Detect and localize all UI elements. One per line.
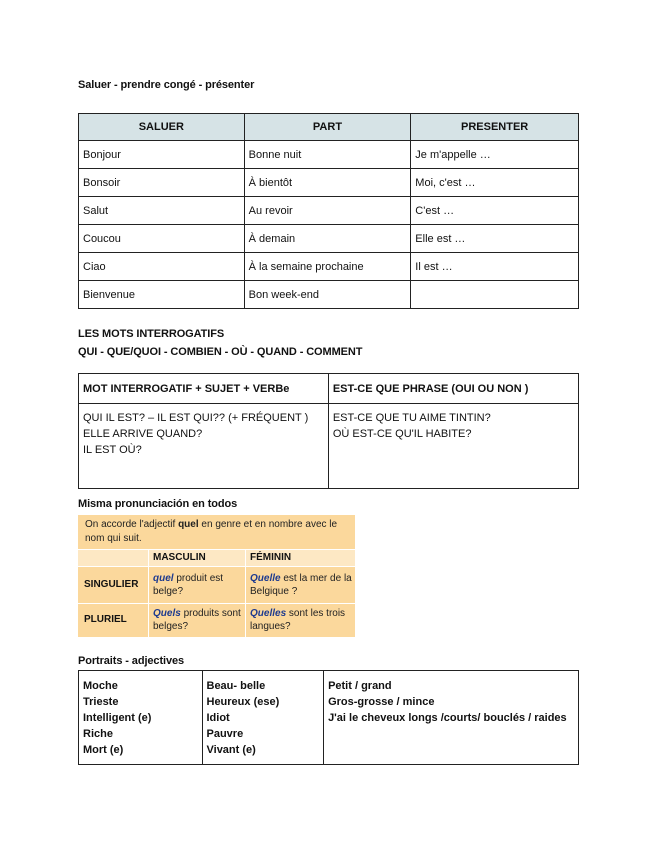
rule-keyword: quel [178,519,199,530]
header-presenter: PRESENTER [411,114,579,141]
grid-line [78,549,355,550]
rule-text-part: en genre et en nombre avec le nom qui suit. [85,519,338,544]
agreement-rule-text [85,518,353,546]
table-header-row [79,374,579,404]
header-mot-interrogatif: MOT INTERROGATIF + SUJET + VERBe [79,374,329,404]
cell-singulier-feminin [250,572,354,598]
table-cell: Elle est … [411,225,579,253]
quel-agreement-box [78,515,355,637]
example-line: ELLE ARRIVE QUAND? [83,428,203,440]
table-cell: À bientôt [244,169,411,197]
adjective-item: Heureux (ese) [206,696,280,708]
table-cell: Bonne nuit [244,141,411,169]
section-title-pronunciacion: Misma pronunciación en todos [78,498,238,510]
table-row [79,197,579,225]
cell-pluriel-masculin [153,607,243,633]
table-cell [79,671,203,765]
table-row [79,169,579,197]
cell-pluriel-feminin [250,607,354,633]
table-cell [79,404,329,489]
header-part: PART [244,114,411,141]
section-subtitle-interrogatifs: QUI - QUE/QUOI - COMBIEN - OÙ - QUAND - COMMENT [78,346,363,358]
col-header-masculin: MASCULIN [153,552,206,563]
table-cell: Il est … [411,253,579,281]
adjectives-table [78,670,579,765]
table-cell [411,281,579,309]
adjective-item: J'ai le cheveux longs /courts/ bouclés / raides [328,712,567,724]
adjective-item: Petit / grand [328,680,392,692]
table-cell: Salut [79,197,245,225]
table-row [79,225,579,253]
example-line: IL EST OÙ? [83,444,142,456]
section-title-saluer: Saluer - prendre congé - présenter [78,79,255,91]
col-header-feminin: FÉMININ [250,552,292,563]
adjective-item: Mort (e) [83,744,124,756]
example-text: produits sont belges? [153,608,241,632]
table-cell: Moi, c'est … [411,169,579,197]
table-row [79,141,579,169]
cell-singulier-masculin [153,572,243,598]
quel-word: Quelles [250,608,287,619]
quel-word: quel [153,573,174,584]
table-header-row [79,114,579,141]
table-row [79,253,579,281]
grid-line [78,566,355,567]
greetings-table [78,113,579,309]
adjective-item: Beau- belle [206,680,266,692]
grid-line [245,549,246,637]
table-cell: Bienvenue [79,281,245,309]
table-cell [202,671,324,765]
grid-line [78,603,355,604]
section-title-portraits: Portraits - adjectives [78,655,185,667]
table-cell: Bon week-end [244,281,411,309]
adjective-item: Idiot [206,712,230,724]
example-text: sont les trois langues? [250,608,346,632]
table-row [79,281,579,309]
table-row [79,671,579,765]
table-row [79,404,579,489]
example-text: est la mer de la Belgique ? [250,573,352,597]
table-cell: Au revoir [244,197,411,225]
table-cell [324,671,579,765]
table-cell: Ciao [79,253,245,281]
row-header-singulier: SINGULIER [84,579,139,590]
table-cell: Bonjour [79,141,245,169]
adjective-item: Riche [83,728,113,740]
table-cell: Je m'appelle … [411,141,579,169]
adjective-item: Gros-grosse / mince [328,696,435,708]
table-cell: Coucou [79,225,245,253]
example-line: QUI IL EST? – IL EST QUI?? (+ FRÉQUENT ) [83,412,309,424]
table-cell [328,404,578,489]
row-header-pluriel: PLURIEL [84,614,127,625]
adjective-item: Vivant (e) [206,744,256,756]
quel-word: Quels [153,608,181,619]
adjective-item: Trieste [83,696,119,708]
table-cell: À la semaine prochaine [244,253,411,281]
adjective-item: Moche [83,680,118,692]
adjective-item: Pauvre [206,728,244,740]
table-cell: À demain [244,225,411,253]
rule-text-part: On accorde l'adjectif [85,519,179,530]
quel-word: Quelle [250,573,281,584]
section-title-interrogatifs: LES MOTS INTERROGATIFS [78,328,225,340]
interrogative-table [78,373,579,489]
example-text: produit est belge? [153,573,224,597]
header-est-ce-que: EST-CE QUE PHRASE (OUI OU NON ) [328,374,578,404]
header-saluer: SALUER [79,114,245,141]
example-line: OÙ EST-CE QU'IL HABITE? [332,428,472,440]
example-line: EST-CE QUE TU AIME TINTIN? [332,412,491,424]
adjective-item: Intelligent (e) [83,712,152,724]
grid-line [148,549,149,637]
table-cell: Bonsoir [79,169,245,197]
header-band [78,549,355,566]
table-cell: C'est … [411,197,579,225]
